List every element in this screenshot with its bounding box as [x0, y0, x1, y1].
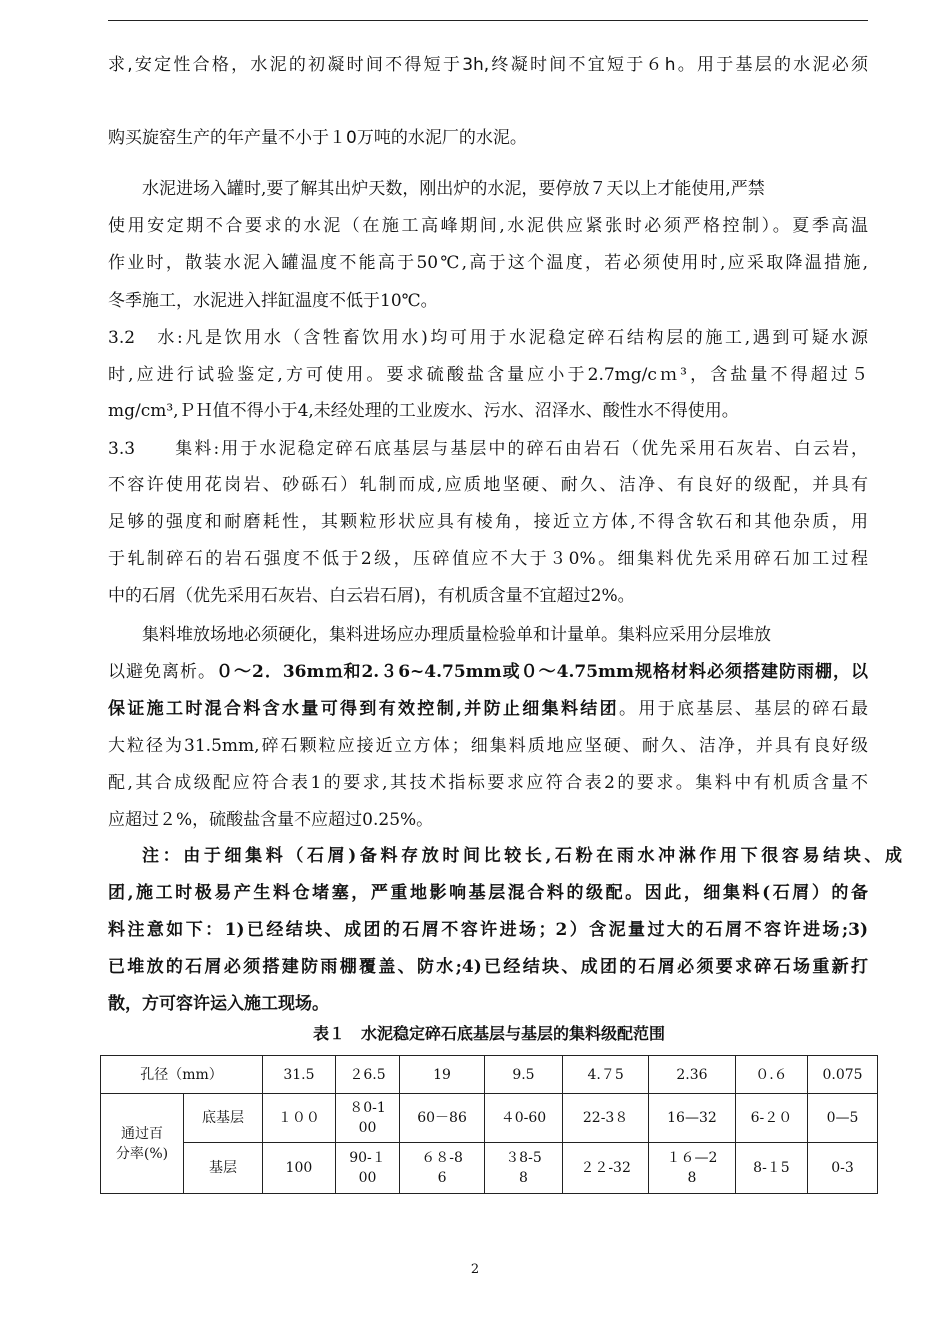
table-caption: 表１ 水泥稳定碎石底基层与基层的集料级配范围 — [312, 1024, 665, 1043]
size-cell: 2.36 — [649, 1056, 736, 1094]
note-line: 料注意如下：1)已经结块、成团的石屑不容许进场；2）含泥量过大的石屑不容许进场;3) — [108, 920, 868, 940]
size-cell: 31.5 — [263, 1056, 336, 1094]
value-cell — [263, 1094, 336, 1143]
size-cell: 4.７5 — [563, 1056, 649, 1094]
cell-text: １００ — [277, 1110, 320, 1126]
group-label-cell — [101, 1094, 184, 1194]
cell-text: 0-3 — [831, 1160, 854, 1176]
value-cell — [649, 1143, 736, 1194]
body-line — [108, 696, 868, 722]
body-line: 作业时，散装水泥入罐温度不能高于50℃,高于这个温度，若必须使用时,应采取降温措施, — [108, 253, 868, 273]
cell-text: ４0-60 — [500, 1110, 547, 1126]
cell-text: 6-２０ — [750, 1110, 793, 1126]
row-label-cell: 底基层 — [184, 1094, 263, 1143]
size-cell: 0.075 — [808, 1056, 878, 1094]
top-rule — [108, 20, 868, 21]
row-label-cell: 基层 — [184, 1143, 263, 1194]
body-line: 水泥进场入罐时,要了解其出炉天数，刚出炉的水泥，要停放７天以上才能使用,严禁 — [142, 179, 765, 199]
cell-text: 100 — [285, 1160, 313, 1176]
value-cell — [400, 1143, 485, 1194]
group-label-line: 通过百 — [121, 1125, 163, 1142]
grading-table — [100, 1055, 878, 1194]
cell-text: ３8-5 — [505, 1150, 542, 1166]
bold-span: ０～2．36mｍ和2.３6~4.75mm或０～4.75mm规格材料必须搭建防雨棚，以 — [216, 662, 868, 682]
value-cell — [484, 1094, 562, 1143]
size-cell: 19 — [400, 1056, 485, 1094]
normal-span: 以避免离析。 — [108, 662, 216, 682]
size-cell: ０.６ — [735, 1056, 807, 1094]
note-line: 散，方可容许运入施工现场。 — [108, 994, 329, 1014]
body-line: 配,其合成级配应符合表1的要求,其技术指标要求应符合表2的要求。集料中有机质含量不 — [108, 773, 868, 793]
value-cell — [563, 1143, 649, 1194]
cell-text: 0—5 — [826, 1110, 859, 1126]
size-cell: 9.5 — [484, 1056, 562, 1094]
value-cell — [484, 1143, 562, 1194]
size-cell: ２6.5 — [335, 1056, 399, 1094]
body-line: 冬季施工，水泥进入拌缸温度不低于10℃。 — [108, 291, 438, 311]
table-row — [101, 1143, 878, 1194]
group-label-line: 分率(%) — [115, 1145, 169, 1162]
table-row — [101, 1094, 878, 1143]
cell-text: 6 — [437, 1170, 447, 1186]
body-line: 大粒径为31.5mm,碎石颗粒应接近立方体；细集料质地应坚硬、耐久、洁净，并具有良好级 — [108, 736, 868, 756]
body-line: 求,安定性合格，水泥的初凝时间不得短于3h,终凝时间不宜短于６h。用于基层的水泥必须 — [108, 55, 868, 75]
cell-text: 90-１ — [349, 1150, 386, 1166]
cell-text: ２２-32 — [580, 1160, 631, 1176]
note-line: 注：由于细集料（石屑)备料存放时间比较长,石粉在雨水冲淋作用下很容易结块、成 — [142, 846, 902, 866]
body-line: 应超过２%，硫酸盐含量不应超过0.25%。 — [108, 810, 434, 830]
cell-text: ６８-8 — [421, 1150, 463, 1166]
value-cell — [649, 1094, 736, 1143]
value-cell — [335, 1143, 399, 1194]
bold-span: 保证施工时混合料含水量可得到有效控制,并防止细集料结团 — [108, 699, 619, 719]
cell-text: 00 — [358, 1120, 377, 1136]
value-cell — [263, 1143, 336, 1194]
cell-text: 16—32 — [667, 1110, 717, 1126]
body-line: 购买旋窑生产的年产量不小于１0万吨的水泥厂的水泥。 — [108, 128, 527, 148]
value-cell — [335, 1094, 399, 1143]
body-line: 使用安定期不合要求的水泥（在施工高峰期间,水泥供应紧张时必须严格控制）。夏季高温 — [108, 216, 868, 236]
value-cell — [735, 1094, 807, 1143]
body-line — [108, 659, 868, 685]
normal-span: 。用于底基层、基层的碎石最 — [618, 699, 868, 719]
value-cell — [563, 1094, 649, 1143]
body-line: 于轧制碎石的岩石强度不低于2级，压碎值应不大于３0%。细集料优先采用碎石加工过程 — [108, 549, 868, 569]
body-line: 集料堆放场地必须硬化，集料进场应办理质量检验单和计量单。集料应采用分层堆放 — [142, 625, 771, 645]
body-line: 中的石屑（优先采用石灰岩、白云岩石屑)，有机质含量不宜超过2%。 — [108, 586, 635, 606]
value-cell — [400, 1094, 485, 1143]
cell-text: ８0-1 — [349, 1100, 386, 1116]
header-label-cell: 孔径（mm） — [101, 1056, 263, 1094]
cell-text: 8 — [519, 1170, 528, 1186]
cell-text: 00 — [358, 1170, 377, 1186]
body-line: 足够的强度和耐磨耗性，其颗粒形状应具有棱角，接近立方体,不得含软石和其他杂质，用 — [108, 512, 868, 532]
body-line: 不容许使用花岗岩、砂砾石）轧制而成,应质地坚硬、耐久、洁净、有良好的级配，并具有 — [108, 475, 868, 495]
note-line: 团,施工时极易产生料仓堵塞，严重地影响基层混合料的级配。因此，细集料(石屑）的备 — [108, 883, 868, 903]
note-line: 已堆放的石屑必须搭建防雨棚覆盖、防水;4)已经结块、成团的石屑必须要求碎石场重新打 — [108, 957, 868, 977]
body-line: 3.2 水:凡是饮用水（含牲畜饮用水)均可用于水泥稳定碎石结构层的施工,遇到可疑水源 — [108, 328, 868, 348]
value-cell — [808, 1143, 878, 1194]
cell-text: 60－86 — [417, 1110, 467, 1126]
cell-text: １６—2 — [666, 1150, 718, 1166]
body-line: 时,应进行试验鉴定,方可使用。要求硫酸盐含量应小于2.7mg/cｍ³，含盐量不得超过５ — [108, 365, 868, 385]
page-number: 2 — [470, 1262, 480, 1277]
cell-text: 8 — [687, 1170, 697, 1186]
cell-text: 22-3８ — [582, 1110, 629, 1126]
table-header-row — [101, 1056, 878, 1094]
cell-text: 8-１5 — [753, 1160, 790, 1176]
value-cell — [808, 1094, 878, 1143]
value-cell — [735, 1143, 807, 1194]
body-line: 3.3 集料:用于水泥稳定碎石底基层与基层中的碎石由岩石（优先采用石灰岩、白云岩， — [108, 439, 868, 459]
body-line: mg/cm³,ＰＨ值不得小于4,未经处理的工业废水、污水、沼泽水、酸性水不得使用。 — [108, 401, 739, 421]
